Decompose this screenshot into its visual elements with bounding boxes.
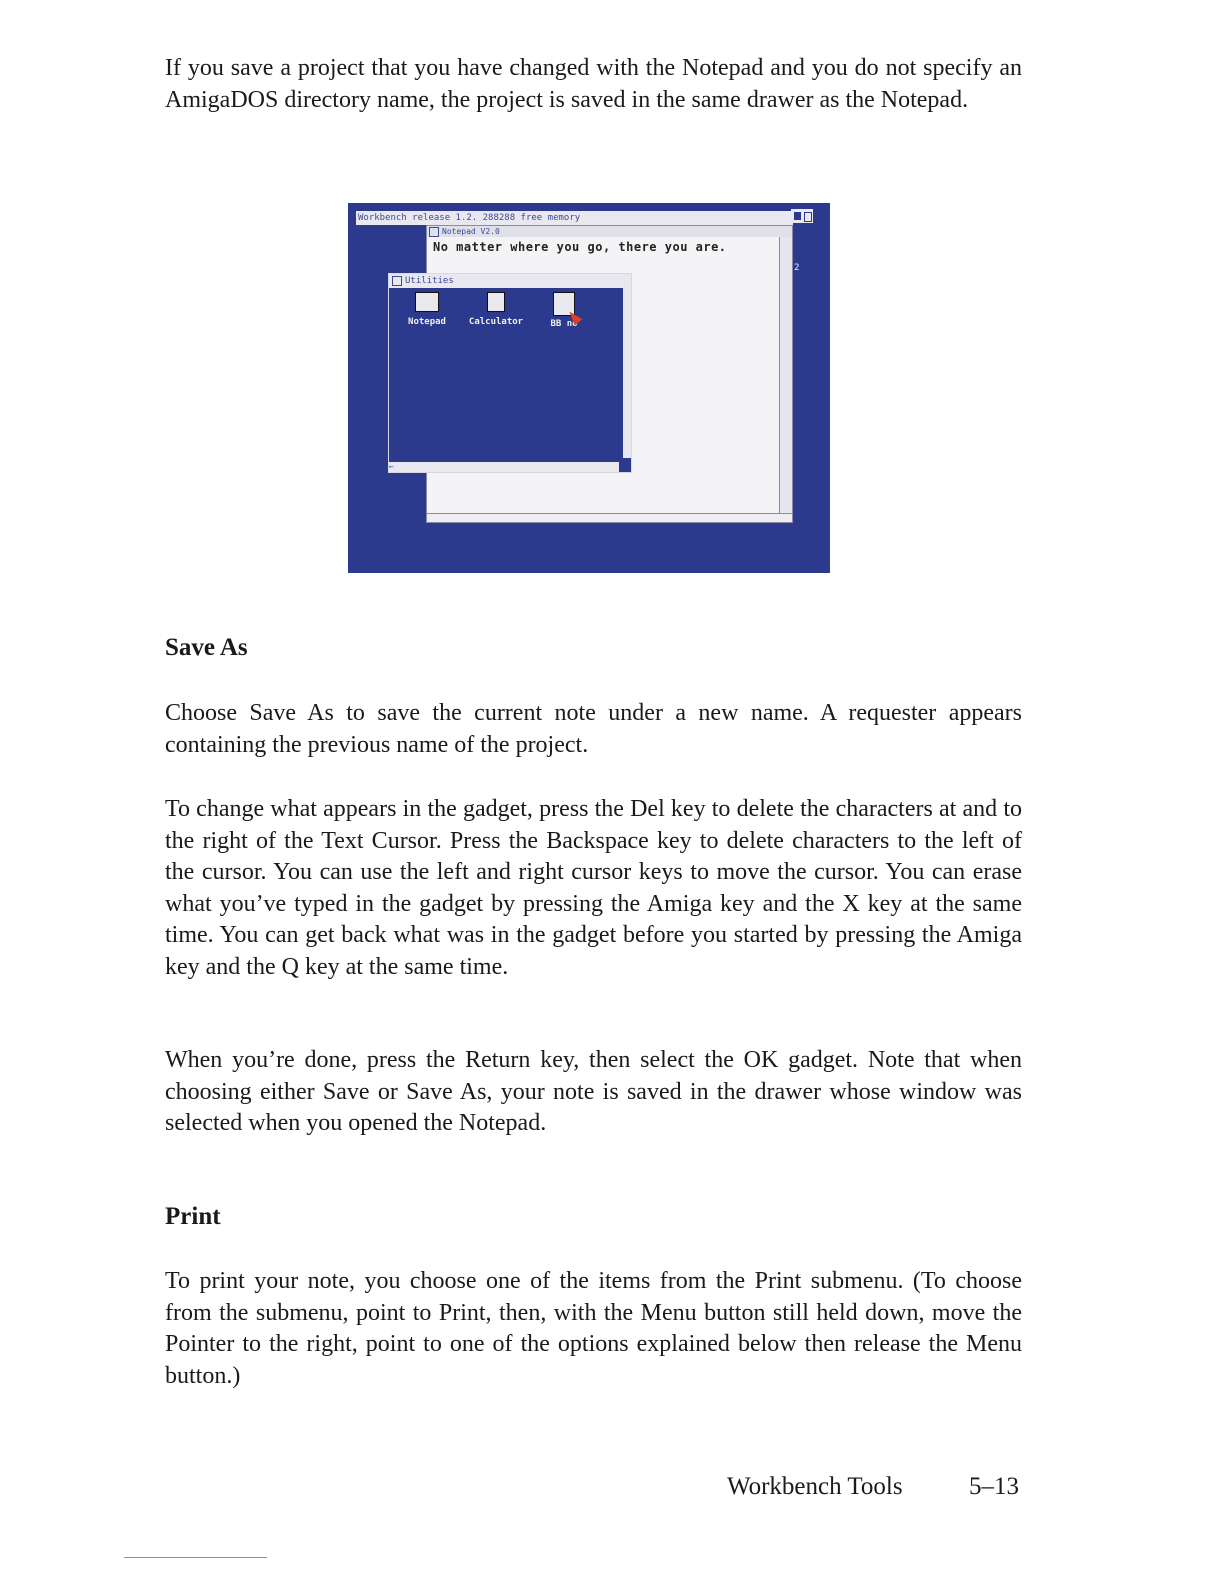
calculator-icon [487, 292, 505, 312]
utilities-horizontal-scrollbar[interactable]: ← [389, 462, 619, 472]
notepad-title-bar[interactable] [427, 226, 792, 237]
screen-depth-gadget[interactable] [791, 209, 813, 223]
utilities-scrollbar[interactable] [623, 288, 631, 458]
intro-paragraph: If you save a project that you have changed with the Notepad and you do not specify an AmigaDOS directory name, the project is saved in the same drawer as the Notepad. [165, 55, 1022, 113]
save-as-heading: Save As [165, 634, 248, 661]
notepad-title: Notepad V2.0 [442, 227, 500, 236]
save-as-paragraph-3: When you’re done, press the Return key, then select the OK gadget. Note that when choosing either Save or Save As, your note is saved in the drawer whose window was selected when you opened the Notepad. [165, 1047, 1022, 1136]
icon-label: BB no [550, 319, 578, 329]
utilities-title: Utilities [405, 276, 454, 286]
notepad-text[interactable]: No matter where you go, there you are. [433, 240, 727, 254]
bottom-rule [124, 1557, 267, 1558]
print-paragraph-1: To print your note, you choose one of the items from the Print submenu. (To choose from the submenu, point to Print, then, with the Menu button still held down, move the Pointer to the right, point to one of the options explained below then release the Menu button.) [165, 1268, 1022, 1389]
notepad-tool-icon[interactable] [397, 292, 457, 327]
save-as-paragraph-2: To change what appears in the gadget, press the Del key to delete the characters at and to the right of the Text Cursor. Press the Backspace key to delete characters to the left of the cursor. You can use the left and right cursor keys to move the cursor. You can erase what you’ve typed in the gadget by pressing the Amiga key and the X key at the same time. You can get back what was in the gadget before you started by pressing the Amiga key and the Q key at the same time. [165, 796, 1022, 980]
close-icon[interactable] [429, 227, 439, 237]
notepad-icon [415, 292, 439, 312]
calculator-tool-icon[interactable] [461, 292, 531, 327]
close-icon[interactable] [392, 276, 402, 286]
icon-label: Notepad [408, 317, 446, 327]
icon-label: Calculator [468, 317, 524, 327]
note-file-tool-icon[interactable] [539, 292, 589, 329]
footer-section-title: Workbench Tools [727, 1473, 903, 1500]
save-as-paragraph-1: Choose Save As to save the current note under a new name. A requester appears containing the previous name of the project. [165, 700, 1022, 758]
amiga-screenshot [348, 203, 830, 573]
page-marker: 2 [794, 263, 800, 273]
utilities-title-bar[interactable] [389, 274, 631, 288]
utilities-window[interactable] [388, 273, 632, 473]
footer-page-number: 5–13 [969, 1473, 1019, 1500]
workbench-title-bar: Workbench release 1.2. 288288 free memory [356, 211, 793, 225]
notepad-bottom-bar [427, 513, 792, 522]
notepad-scrollbar[interactable] [779, 237, 792, 522]
print-heading: Print [165, 1203, 221, 1230]
